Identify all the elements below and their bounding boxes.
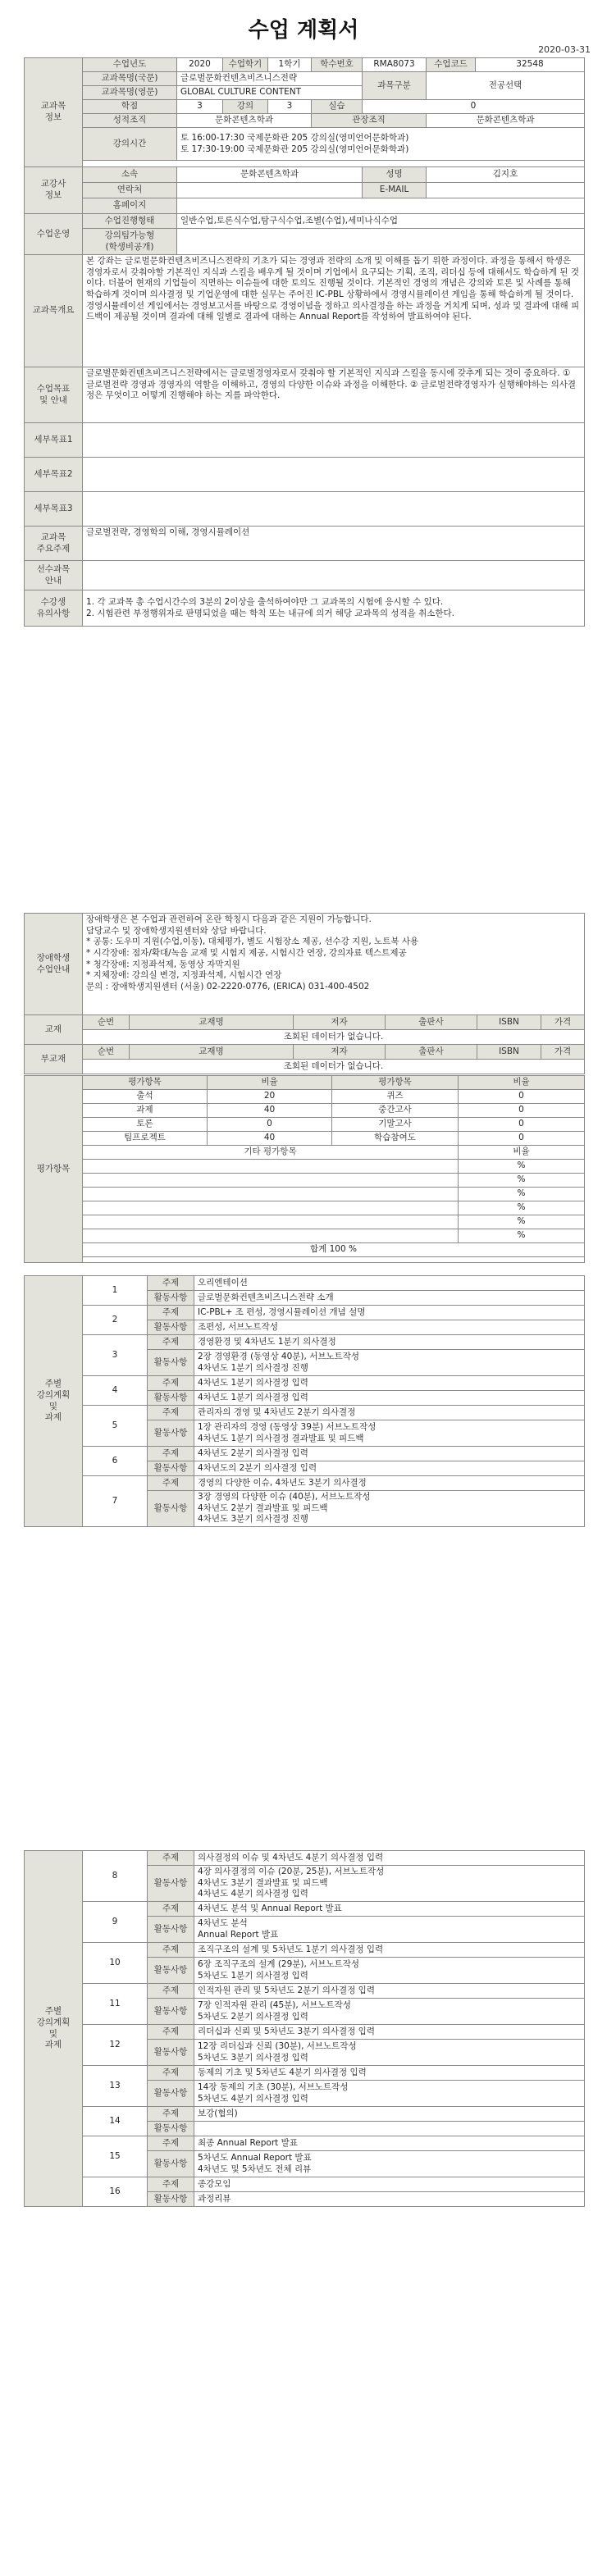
notice-text: 1. 각 교과목 총 수업시간수의 3분의 2이상을 출석하여야만 그 교과목의 시험에 응시할 수 있다. 2. 시험관련 부정행위자로 판명되었을 때는 학칙 또는 내규에 의거 해당 교과목의 성적을 취소한다.	[83, 590, 585, 627]
week-activity-label: 활동사항	[148, 1320, 194, 1335]
email-value	[427, 183, 585, 198]
other-eval-item	[83, 1229, 459, 1243]
sub-goal2-label: 세부목표2	[25, 458, 83, 492]
practice-label: 실습	[312, 100, 363, 114]
name-en-value: GLOBAL CULTURE CONTENT	[177, 86, 363, 100]
week-activity-label: 활동사항	[148, 1420, 194, 1447]
week-number: 14	[83, 2107, 148, 2136]
week-topic: 4차년도 1분기 의사결정 입력	[194, 1376, 585, 1391]
week-topic-label: 주제	[148, 1406, 194, 1420]
week-activity: 6장 조직구조의 설계 (29분), 서브노트작성 5차년도 1분기 의사결정 입력	[194, 1958, 585, 1984]
week-activity: 14장 동제의 기초 (30분), 서브노트작성 5차년도 4분기 의사결정 입력	[194, 2081, 585, 2107]
instructor-name-value: 김지호	[427, 167, 585, 183]
week-activity: 1장 관리자의 경영 (동영상 39분) 서브노트작성 4차년도 1분기 의사결정 결과발표 및 피드백	[194, 1420, 585, 1447]
week-number: 10	[83, 1943, 148, 1984]
textbook-col-price: 가격	[541, 1015, 585, 1030]
week-topic-label: 주제	[148, 2107, 194, 2122]
instructor-section-label: 교강사 정보	[25, 167, 83, 214]
email-label: E-MAIL	[363, 183, 427, 198]
eval-ratio: 0	[459, 1132, 585, 1146]
week-activity-label: 활동사항	[148, 2192, 194, 2207]
week-number: 1	[83, 1276, 148, 1306]
week-topic: 의사결정의 이슈 및 4차년도 4분기 의사결정 입력	[194, 1851, 585, 1866]
course-info-table	[24, 57, 585, 627]
week-number: 13	[83, 2066, 148, 2107]
team-label: 강의팀가능형 (학생비공개)	[83, 229, 177, 255]
eval-ratio: 40	[208, 1132, 332, 1146]
week-topic-label: 주제	[148, 1902, 194, 1917]
mgmt-value: 문화콘텐츠학과	[427, 114, 585, 128]
week-number: 16	[83, 2177, 148, 2207]
name-kr-value: 글로벌문화컨텐츠비즈니스전략	[177, 72, 363, 86]
week-activity: 글로벌문화컨텐츠비즈니스전략 소개	[194, 1291, 585, 1306]
practice-value: 0	[363, 100, 585, 114]
week-topic: 최종 Annual Report 발표	[194, 2136, 585, 2151]
week-topic: 조직구조의 설계 및 5차년도 1분기 의사결정 입력	[194, 1943, 585, 1958]
other-eval-ratio: %	[459, 1188, 585, 1201]
eval-header-item1: 평가항목	[83, 1076, 208, 1090]
overview-text: 본 강좌는 글로벌문화컨텐츠비즈니스전략의 기초가 되는 경영과 전략의 소개 및 이해를 돕기 위한 과정이다. 과정을 통해서 학생은 경영자로서 갖춰야할 기본적인 지식과 스킬을 배우게 될 것이며 기업에서 요구되는 기획, 조직, 리더십 등에 대해서도 학습하게 된 것이다. 더불어 현재의 기업들이 직면하는 이슈들에 대한 토의도 진행될 것이다. 기본적인 경영의 개념은 강의와 토론 및 사례를 통해 학습하게 것이며 의사결정 및 기업운영에 대한 실무는 주어진 IC-PBL 상황하에서 경영시뮬레이션 게임을 통해 학습하게 될 것이다. 경영시뮬레이션 게임에서는 경영보고서를 바탕으로 경영이념을 정하고 의사결정을 하는 과정을 거치게 되며, 성과 및 결과에 대해 피드백이 제공될 것이며 결과에 대해 일별로 결과에 대하는 Annual Report를 작성하여 발표하여야 된다.	[83, 255, 585, 367]
week-number: 12	[83, 2025, 148, 2066]
category-label: 과목구분	[363, 72, 427, 100]
week-number: 7	[83, 1476, 148, 1527]
subtextbook-col-title: 교재명	[130, 1045, 294, 1060]
week-activity-label: 활동사항	[148, 1999, 194, 2025]
textbook-col-title: 교재명	[130, 1015, 294, 1030]
week-activity-label: 활동사항	[148, 1461, 194, 1476]
week-activity-label: 활동사항	[148, 1391, 194, 1406]
phone-label: 연락처	[83, 183, 177, 198]
disability-table	[24, 913, 585, 1015]
week-number: 4	[83, 1376, 148, 1406]
week-topic: 4차년도 2분기 의사결정 입력	[194, 1447, 585, 1461]
schedule-table-part1	[24, 1275, 585, 1527]
week-activity: 12장 리더십과 신뢰 (30분), 서브노트작성 5차년도 3분기 의사결정 입력	[194, 2040, 585, 2066]
subtextbook-label: 부교재	[25, 1045, 83, 1074]
week-topic: IC-PBL+ 조 편성, 경영시뮬레이션 개념 설명	[194, 1306, 585, 1320]
week-activity: 4차년도 분석 Annual Report 발표	[194, 1917, 585, 1943]
textbook-empty: 조회된 데이터가 없습니다.	[83, 1030, 585, 1045]
other-eval-ratio: %	[459, 1160, 585, 1174]
evaluation-total: 합계 100 %	[83, 1243, 585, 1257]
week-topic: 관리자의 경영 및 4차년도 2분기 의사결정	[194, 1406, 585, 1420]
week-number: 8	[83, 1851, 148, 1902]
week-topic: 보강(협의)	[194, 2107, 585, 2122]
subtextbook-col-price: 가격	[541, 1045, 585, 1060]
overview-label: 교과목개요	[25, 255, 83, 367]
prereq-value	[83, 561, 585, 590]
category-value: 전공선택	[427, 72, 585, 100]
week-topic-label: 주제	[148, 2025, 194, 2040]
eval-ratio: 20	[208, 1090, 332, 1104]
semester-value: 1학기	[268, 58, 312, 72]
notice-label: 수강생 유의사항	[25, 590, 83, 627]
week-activity: 2장 경영환경 (동영상 40분), 서브노트작성 4차년도 1분기 의사결정 진행	[194, 1350, 585, 1376]
year-value: 2020	[177, 58, 223, 72]
week-topic-label: 주제	[148, 2066, 194, 2081]
instructor-name-label: 성명	[363, 167, 427, 183]
schedule-table-part2	[24, 1850, 585, 2207]
time-value: 토 16:00-17:30 국제문화관 205 강의실(영미언어문화학과) 토 17:30-19:00 국제문화관 205 강의실(영미언어문화학과)	[177, 128, 585, 161]
week-topic-label: 주제	[148, 1943, 194, 1958]
sub-goal1-value	[83, 423, 585, 458]
dept-value: 문화콘텐츠학과	[177, 114, 312, 128]
week-activity-label: 활동사항	[148, 1491, 194, 1527]
week-number: 2	[83, 1306, 148, 1335]
other-eval-ratio: %	[459, 1229, 585, 1243]
week-activity: 4장 의사결정의 이슈 (20분, 25분), 서브노트작성 4차년도 3분기 결과발표 및 피드백 4차년도 4분기 의사결정 입력	[194, 1866, 585, 1902]
week-number: 5	[83, 1406, 148, 1447]
week-topic-label: 주제	[148, 2136, 194, 2151]
other-eval-item	[83, 1201, 459, 1215]
subtextbook-empty: 조회된 데이터가 없습니다.	[83, 1060, 585, 1074]
lecture-value: 3	[268, 100, 312, 114]
other-eval-label: 기타 평가항목	[83, 1146, 459, 1160]
dept-label: 성적조직	[83, 114, 177, 128]
course-code-label: 수업코드	[427, 58, 476, 72]
week-activity-label: 활동사항	[148, 1917, 194, 1943]
homepage-label: 홈페이지	[83, 198, 177, 214]
evaluation-label: 평가항목	[25, 1076, 83, 1263]
week-activity: 5차년도 Annual Report 발표 4차년도 및 5차년도 전체 리뷰	[194, 2151, 585, 2177]
week-activity-label: 활동사항	[148, 1866, 194, 1902]
course-info-section-label: 교과목 정보	[25, 58, 83, 167]
week-topic: 경영의 다양한 이슈, 4차년도 3분기 의사결정	[194, 1476, 585, 1491]
sub-goal3-value	[83, 492, 585, 527]
week-activity-label: 활동사항	[148, 2040, 194, 2066]
name-en-label: 교과목명(영문)	[83, 86, 177, 100]
week-activity-label: 활동사항	[148, 1958, 194, 1984]
operation-section-label: 수업운영	[25, 214, 83, 255]
credit-value: 3	[177, 100, 223, 114]
credit-label: 학점	[83, 100, 177, 114]
week-activity-label: 활동사항	[148, 1291, 194, 1306]
year-label: 수업년도	[83, 58, 177, 72]
schedule-section-label: 주별 강의계획 및 과제	[25, 1851, 83, 2207]
week-topic-label: 주제	[148, 1276, 194, 1291]
topic-value: 글로벌전략, 경영학의 이해, 경영시뮬레이션	[83, 527, 585, 561]
goal-text: 글로벌문화컨텐츠비즈니스전략에서는 글로벌경영자로서 갖춰야 할 기본적인 지식과 스킬을 동시에 갖추게 되는 것이 중요하다. ① 글로벌전략 경영과 경영자의 역할을 이해하고, 경영의 다양한 이슈와 과정을 이해한다. ② 글로벌전략경영자가 실행해야하는 의사결정은 무엇이고 어떻게 진행해야 하는 지를 파악한다.	[83, 367, 585, 423]
eval-item: 퀴즈	[332, 1090, 459, 1104]
eval-ratio: 0	[459, 1104, 585, 1118]
eval-ratio: 0	[208, 1118, 332, 1132]
subtextbook-col-author: 저자	[294, 1045, 386, 1060]
eval-header-item2: 평가항목	[332, 1076, 459, 1090]
subtextbook-col-no: 순번	[83, 1045, 130, 1060]
week-number: 9	[83, 1902, 148, 1943]
other-eval-ratio: %	[459, 1201, 585, 1215]
name-kr-label: 교과목명(국문)	[83, 72, 177, 86]
week-topic-label: 주제	[148, 1447, 194, 1461]
prereq-label: 선수과목 안내	[25, 561, 83, 590]
week-topic: 종강모임	[194, 2177, 585, 2192]
week-topic-label: 주제	[148, 1335, 194, 1350]
eval-item: 학습참여도	[332, 1132, 459, 1146]
eval-item: 토론	[83, 1118, 208, 1132]
goal-label: 수업목표 및 안내	[25, 367, 83, 423]
week-activity: 3장 경영의 다양한 이슈 (40분), 서브노트작성 4차년도 2분기 결과발표 및 피드백 4차년도 3분기 의사결정 진행	[194, 1491, 585, 1527]
week-topic: 경영환경 및 4차년도 1분기 의사결정	[194, 1335, 585, 1350]
subtextbook-col-isbn: ISBN	[477, 1045, 541, 1060]
week-topic-label: 주제	[148, 1476, 194, 1491]
textbook-col-author: 저자	[294, 1015, 386, 1030]
week-topic: 동제의 기초 및 5차년도 4분기 의사결정 입력	[194, 2066, 585, 2081]
sub-goal2-value	[83, 458, 585, 492]
mgmt-label: 관장조직	[312, 114, 427, 128]
team-value	[177, 229, 585, 255]
week-topic: 리더십과 신뢰 및 5차년도 3분기 의사결정 입력	[194, 2025, 585, 2040]
week-activity: 과정리뷰	[194, 2192, 585, 2207]
homepage-value	[177, 198, 585, 214]
eval-item: 중간고사	[332, 1104, 459, 1118]
document-date: 2020-03-31	[538, 44, 591, 55]
week-activity	[194, 2122, 585, 2136]
topic-label: 교과목 주요주제	[25, 527, 83, 561]
week-activity: 4차년도 1분기 의사결정 입력	[194, 1391, 585, 1406]
semester-label: 수업학기	[223, 58, 268, 72]
course-no-value: RMA8073	[363, 58, 427, 72]
eval-item: 기말고사	[332, 1118, 459, 1132]
disability-text: 장애학생은 본 수업과 관련하여 온란 학칭시 다음과 같은 지원이 가능합니다. 담당교수 및 장애학생지원센터와 상담 바랍니다. * 공통: 도우미 지원(수업,이동), 대체평가, 별도 시험장소 제공, 선수강 지원, 노트북 사용 * 시각장애: 점자/확대/녹음 교재 및 시험지 제공, 시험시간 연장, 강의자료 텍스트제공 * 청각장애: 지정좌석제, 동영상 자막지원 * 지체장애: 강의실 변경, 지정좌석제, 시험시간 연장 문의 : 장애학생지원센터 (서울) 02-2220-0776, (ERICA) 031-400-4502	[83, 914, 585, 1015]
textbook-col-isbn: ISBN	[477, 1015, 541, 1030]
course-code-value: 32548	[476, 58, 585, 72]
week-topic-label: 주제	[148, 1851, 194, 1866]
other-eval-ratio-label: 비율	[459, 1146, 585, 1160]
eval-item: 팀프로젝트	[83, 1132, 208, 1146]
sub-goal3-label: 세부목표3	[25, 492, 83, 527]
lecture-label: 강의	[223, 100, 268, 114]
sub-goal1-label: 세부목표1	[25, 423, 83, 458]
other-eval-item	[83, 1188, 459, 1201]
week-number: 15	[83, 2136, 148, 2177]
week-number: 6	[83, 1447, 148, 1476]
week-topic: 오리엔테이션	[194, 1276, 585, 1291]
week-activity: 조편성, 서브노트작성	[194, 1320, 585, 1335]
eval-ratio: 40	[208, 1104, 332, 1118]
textbook-col-publisher: 출판사	[386, 1015, 477, 1030]
textbook-table	[24, 1014, 585, 1074]
evaluation-table	[24, 1075, 585, 1263]
week-number: 11	[83, 1984, 148, 2025]
eval-ratio: 0	[459, 1118, 585, 1132]
other-eval-item	[83, 1160, 459, 1174]
page-title: 수업 계획서	[248, 18, 359, 43]
affil-label: 소속	[83, 167, 177, 183]
subtextbook-col-publisher: 출판사	[386, 1045, 477, 1060]
textbook-label: 교재	[25, 1015, 83, 1045]
other-eval-ratio: %	[459, 1174, 585, 1188]
info-spacer	[83, 161, 585, 167]
eval-item: 과제	[83, 1104, 208, 1118]
week-topic: 인적자원 관리 및 5차년도 2분기 의사결정 입력	[194, 1984, 585, 1999]
format-value: 일반수업,토론식수업,탐구식수업,조별(수업),세미나식수업	[177, 214, 585, 229]
week-number: 3	[83, 1335, 148, 1376]
affil-value: 문화콘텐츠학과	[177, 167, 363, 183]
week-activity-label: 활동사항	[148, 2122, 194, 2136]
week-topic: 4차년도 분석 및 Annual Report 발표	[194, 1902, 585, 1917]
week-topic-label: 주제	[148, 1984, 194, 1999]
week-activity-label: 활동사항	[148, 1350, 194, 1376]
week-activity: 7장 인적자원 관리 (45분), 서브노트작성 5차년도 2분기 의사결정 입력	[194, 1999, 585, 2025]
week-topic-label: 주제	[148, 1376, 194, 1391]
week-activity-label: 활동사항	[148, 2081, 194, 2107]
week-activity-label: 활동사항	[148, 2151, 194, 2177]
eval-spacer	[83, 1257, 585, 1263]
other-eval-item	[83, 1174, 459, 1188]
eval-header-ratio2: 비율	[459, 1076, 585, 1090]
eval-ratio: 0	[459, 1090, 585, 1104]
other-eval-item	[83, 1215, 459, 1229]
course-no-label: 학수번호	[312, 58, 363, 72]
other-eval-ratio: %	[459, 1215, 585, 1229]
week-activity: 4차년도의 2분기 의사결정 입력	[194, 1461, 585, 1476]
week-topic-label: 주제	[148, 1306, 194, 1320]
schedule-section-label: 주별 강의계획 및 과제	[25, 1276, 83, 1527]
eval-item: 출석	[83, 1090, 208, 1104]
format-label: 수업진행형태	[83, 214, 177, 229]
time-label: 강의시간	[83, 128, 177, 161]
textbook-col-no: 순번	[83, 1015, 130, 1030]
week-topic-label: 주제	[148, 2177, 194, 2192]
phone-value	[177, 183, 363, 198]
eval-header-ratio1: 비율	[208, 1076, 332, 1090]
disability-label: 장애학생 수업안내	[25, 914, 83, 1015]
